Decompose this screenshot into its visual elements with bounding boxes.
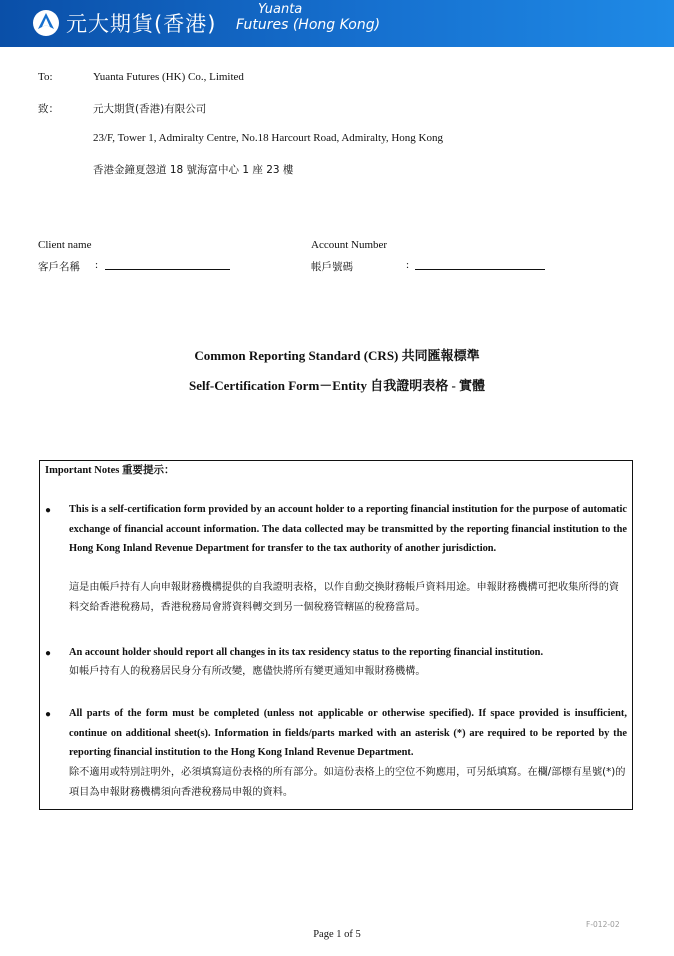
header-banner — [0, 0, 674, 47]
to-label-cn: 致： — [38, 103, 59, 115]
client-name-colon: : — [95, 259, 99, 271]
to-value-cn: 元大期貨(香港)有限公司 — [93, 103, 207, 115]
to-label-en: To: — [38, 71, 53, 83]
client-name-label: Client name — [38, 239, 92, 251]
client-name-field[interactable] — [105, 269, 230, 270]
note-1-chinese: 這是由帳戶持有人向申報財務機構提供的自我證明表格，以作自動交換財務帳戶資料用途。申報財務機構可把收集所得的資料交給香港稅務局，香港稅務局會將資料轉交到另一個稅務管轄區的稅務當局。 — [69, 582, 620, 613]
form-title-line2: Self-Certification Form－Entity 自我證明表格 - 實體 — [188, 378, 486, 393]
form-title-line1: Common Reporting Standard (CRS) 共同匯報標準 — [194, 348, 480, 363]
address-english: 23/F, Tower 1, Admiralty Centre, No.18 Harcourt Road, Admiralty, Hong Kong — [93, 132, 443, 144]
note-1-english: This is a self-certification form provided by an account holder to a reporting financial institution for the purpose of automatic exchange of financial account information. The data collected may be transmitted by the reporting financial institution to the Hong Kong Inland Revenue Department for transfer to the tax authority of another jurisdiction. — [69, 504, 627, 554]
logo-english-line2: Futures (Hong Kong) — [236, 17, 381, 33]
page-number: Page 1 of 5 — [313, 929, 361, 940]
account-number-field[interactable] — [415, 269, 545, 270]
account-number-label-cn: 帳戶號碼 — [311, 261, 353, 273]
to-value-en: Yuanta Futures (HK) Co., Limited — [93, 71, 244, 83]
form-code: F-012-02 — [586, 920, 620, 929]
important-notes-box — [39, 460, 633, 810]
note-2-chinese: 如帳戶持有人的稅務居民身分有所改變，應儘快將所有變更通知申報財務機構。 — [69, 666, 426, 677]
notes-heading: Important Notes 重要提示： — [45, 465, 175, 476]
logo-chinese-text: 元大期貨(香港) — [66, 12, 217, 36]
bullet-icon: ● — [45, 648, 52, 659]
note-3-english: All parts of the form must be completed (unless not applicable or otherwise specified). If space provided is insufficient, continue on additional sheet(s). Information in fields/parts marked with an asterisk (*) are required to be reported by the reporting financial institution to the Hong Kong Inland Revenue Department. — [69, 708, 627, 758]
note-3-chinese: 除不適用或特別註明外，必須填寫這份表格的所有部分。如這份表格上的空位不夠應用，可另紙填寫。在欄/部標有星號(*)的項目為申報財務機構須向香港稅務局申報的資料。 — [69, 767, 626, 798]
client-name-label-cn: 客戶名稱 — [38, 261, 80, 273]
address-chinese: 香港金鐘夏愨道 18 號海富中心 1 座 23 樓 — [93, 164, 294, 176]
account-number-colon: : — [406, 259, 410, 271]
yuanta-logo-icon — [32, 9, 60, 37]
account-number-label: Account Number — [311, 239, 388, 251]
note-2-english: An account holder should report all changes in its tax residency status to the reporting financial institution. — [69, 647, 544, 658]
bullet-icon: ● — [45, 505, 52, 516]
logo-english-line1: Yuanta — [258, 2, 303, 17]
bullet-icon: ● — [45, 709, 52, 720]
